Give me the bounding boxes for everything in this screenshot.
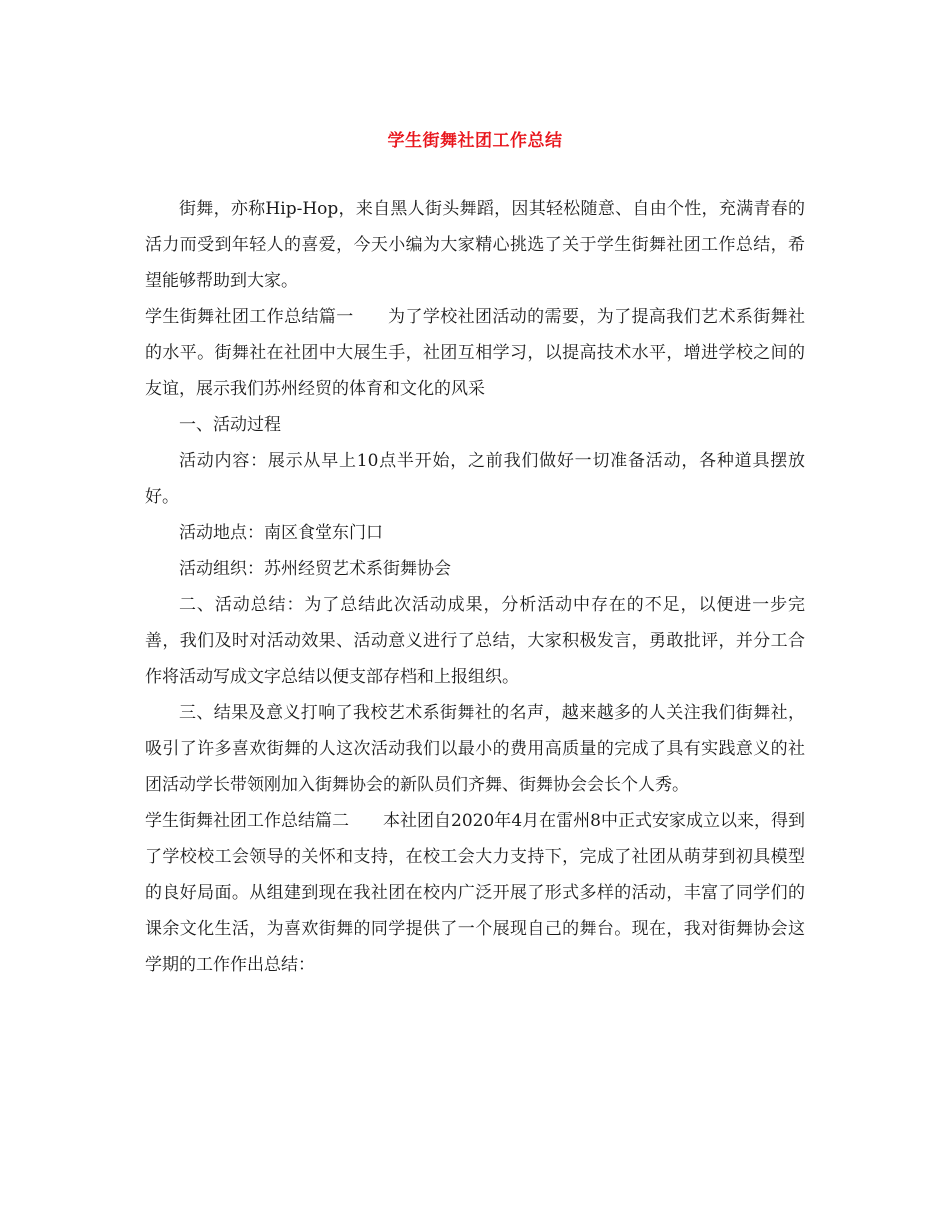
part-two-heading: 学生街舞社团工作总结篇二	[145, 811, 350, 831]
activity-content-paragraph: 活动内容：展示从早上10点半开始，之前我们做好一切准备活动，各种道具摆放好。	[145, 451, 805, 507]
part-one-text: 为了学校社团活动的需要，为了提高我们艺术系街舞社的水平。街舞社在社团中大展生手，社团互相学习，以提高技术水平，增进学校之间的友谊，展示我们苏州经贸的体育和文化的风采	[145, 307, 806, 399]
section-three-paragraph: 三、结果及意义打响了我校艺术系街舞社的名声，越来越多的人关注我们街舞社，吸引了许多喜欢街舞的人这次活动我们以最小的费用高质量的完成了具有实践意义的社团活动学长带领刚加入街舞协会的新队员们齐舞、街舞协会会长个人秀。	[145, 703, 805, 795]
part-two-text: 本社团自2020年4月在雷州8中正式安家成立以来，得到了学校校工会领导的关怀和支持，在校工会大力支持下，完成了社团从萌芽到初具模型的良好局面。从组建到现在我社团在校内广泛开展了形式多样的活动，丰富了同学们的课余文化生活，为喜欢街舞的同学提供了一个展现自己的舞台。现在，我对街舞协会这学期的工作作出总结：	[145, 811, 805, 975]
document-title: 学生街舞社团工作总结	[387, 131, 563, 151]
document-body	[145, 191, 805, 983]
activity-location-paragraph: 活动地点：南区食堂东门口	[179, 523, 383, 543]
section-two-paragraph: 二、活动总结：为了总结此次活动成果，分析活动中存在的不足，以便进一步完善，我们及时对活动效果、活动意义进行了总结，大家积极发言，勇敢批评，并分工合作将活动写成文字总结以便支部存档和上报组织。	[145, 595, 805, 687]
part-two-paragraph	[145, 803, 805, 983]
section-one-heading: 一、活动过程	[179, 415, 281, 435]
part-one-paragraph	[145, 299, 805, 407]
part-one-heading: 学生街舞社团工作总结篇一	[145, 307, 354, 327]
intro-paragraph: 街舞，亦称Hip-Hop，来自黑人街头舞蹈，因其轻松随意、自由个性，充满青春的活力而受到年轻人的喜爱，今天小编为大家精心挑选了关于学生街舞社团工作总结，希望能够帮助到大家。	[145, 199, 805, 291]
activity-organizer-paragraph: 活动组织：苏州经贸艺术系街舞协会	[179, 559, 451, 579]
